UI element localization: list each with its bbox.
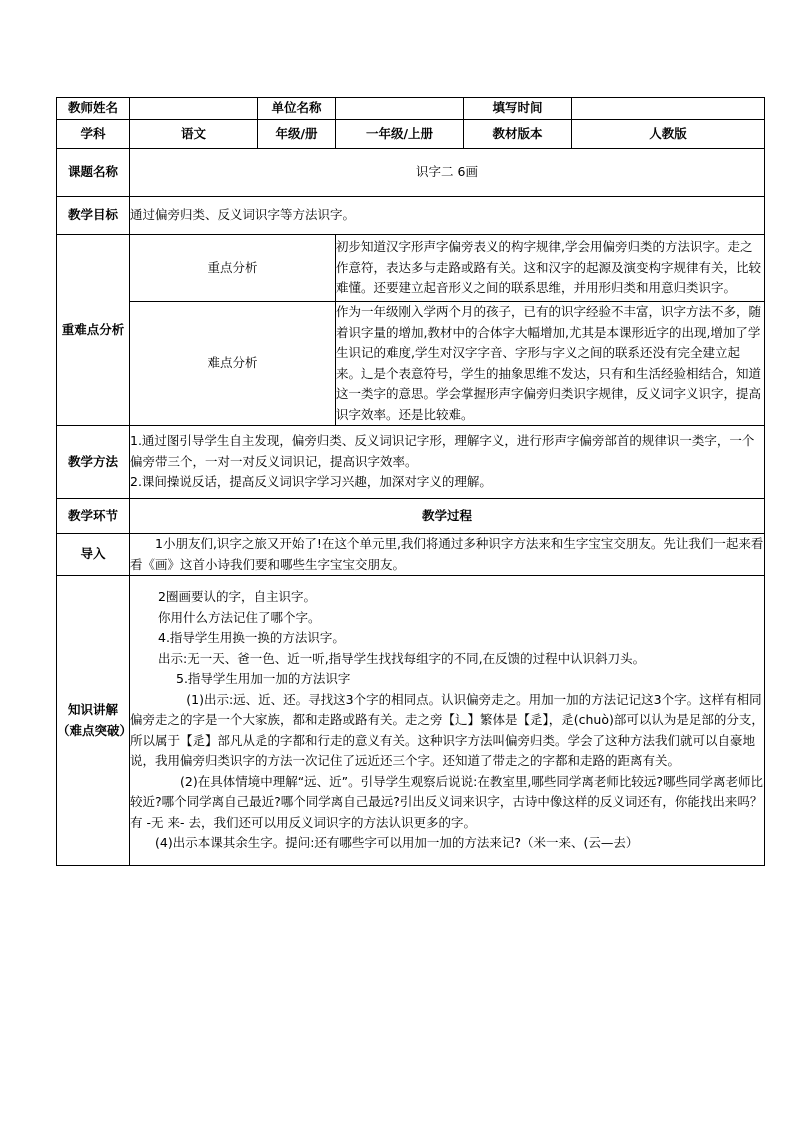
analysis-label: 重难点分析 [57,235,130,426]
knowledge-line-1: 2圈画要认的字，自主识字。 [158,589,316,605]
knowledge-label: 知识讲解 [67,702,118,717]
row-method [57,426,765,499]
intro-text: 1小朋友们,识字之旅又开始了!在这个单元里,我们将通过多种识字方法来和生字宝宝交朋友。先让我们一起来看看《画》这首小诗我们要和哪些生字宝宝交朋友。 [130,534,765,576]
time-value [572,98,765,120]
difficult-analysis-label: 难点分析 [130,302,336,426]
method-line-1: 1.通过图引导学生自主发现，偏旁归类、反义词识记字形，理解字义，进行形声字偏旁部首的规律识一类字，一个偏旁带三个，一对一对反义词识记，提高识字效率。 [130,433,755,469]
row-intro [57,534,765,576]
teacher-value [130,98,258,120]
goal-label: 教学目标 [57,197,130,235]
row-knowledge [57,576,765,866]
knowledge-paragraph-1: (1)出示:远、近、还。寻找这3个字的相同点。认识偏旁走之。用加一加的方法记记这3个字。这样有相同偏旁走之的字是一个大家族，都和走路或路有关。走之旁【辶】繁体是【辵】，辵(chuò)部可以认为是足部的分支，所以属于【辵】部凡从辵的字都和行走的意义有关。这种识字方法叫偏旁归类。学会了这种方法我们就可以自豪地说，我用偏旁归类识字的方法一次记住了远近还三个字。还知道了带走之的字都和走路的距离有关。 [130,691,764,769]
knowledge-paragraph-3: (4)出示本课其余生字。提问:还有哪些字可以用加一加的方法来记?（米一来、(云—去） [155,835,639,851]
time-label: 填写时间 [464,98,572,120]
row-goal [57,197,765,235]
knowledge-paragraph-2: (2)在具体情境中理解“远、近”。引导学生观察后说说:在教室里,哪些同学离老师比较远?哪些同学离老师比较近?哪个同学离自己最近?哪个同学离自己最远?引出反义词来识字，古诗中像这样的反义词还有，你能找出来吗？有 -无 来- 去，我们还可以用反义词识字的方法认识更多的字。 [130,773,763,830]
key-analysis-text: 初步知道汉字形声字偏旁表义的构字规律,学会用偏旁归类的方法识字。走之作意符，表达多与走路或路有关。这和汉字的起源及演变构字规律有关，比较难懂。还要建立起音形义之间的联系思维，并用形归类和用意归类识字。 [336,235,765,302]
intro-label: 导入 [57,534,130,576]
grade-value: 一年级/上册 [336,120,464,149]
edition-value: 人教版 [572,120,765,149]
method-line-2: 2.课间操说反话，提高反义词识字学习兴趣，加深对字义的理解。 [130,474,492,490]
knowledge-text [130,576,765,866]
knowledge-line-3: 4.指导学生用换一换的方法识字。 [158,630,345,646]
knowledge-sublabel: （难点突破） [57,722,133,738]
row-lesson-title [57,149,765,197]
method-label: 教学方法 [57,426,130,499]
subject-label: 学科 [57,120,130,149]
knowledge-label-cell [57,576,133,866]
knowledge-line-2: 你用什么方法记住了哪个字。 [158,609,321,625]
process-label: 教学过程 [130,499,765,534]
row-difficult-analysis [57,302,765,426]
row-subject [57,120,765,149]
subject-value: 语文 [130,120,258,149]
knowledge-line-5: 5.指导学生用加一加的方法识字 [176,671,351,687]
key-analysis-label: 重点分析 [130,235,336,302]
grade-label: 年级/册 [258,120,336,149]
lesson-title-label: 课题名称 [57,149,130,197]
row-process-header [57,499,765,534]
lesson-plan-table [56,97,765,866]
goal-text: 通过偏旁归类、反义词识字等方法识字。 [130,197,765,235]
row-key-analysis [57,235,765,302]
edition-label: 教材版本 [464,120,572,149]
difficult-analysis-text: 作为一年级刚入学两个月的孩子，已有的识字经验不丰富，识字方法不多，随着识字量的增加,教材中的合体字大幅增加,尤其是本课形近字的出现,增加了学生识记的难度,学生对汉字字音、字形与字义之间的联系还没有完全建立起来。辶是个表意符号，学生的抽象思维不发达，只有和生活经验相结合，知道这一类字的意思。学会掌握形声字偏旁归类识字规律，反义词字义识字，提高识字效率。还是比较难。 [336,302,765,426]
teacher-label: 教师姓名 [57,98,130,120]
lesson-plan-sheet [56,97,764,866]
knowledge-line-4: 出示:无一天、爸一色、近一听,指导学生找找每组字的不同,在反馈的过程中认识斜刀头。 [158,650,646,666]
lesson-title-value: 识字二 6画 [130,149,765,197]
row-teacher [57,98,765,120]
method-text [130,426,765,499]
unit-label: 单位名称 [258,98,336,120]
unit-value [336,98,464,120]
stage-label: 教学环节 [57,499,130,534]
